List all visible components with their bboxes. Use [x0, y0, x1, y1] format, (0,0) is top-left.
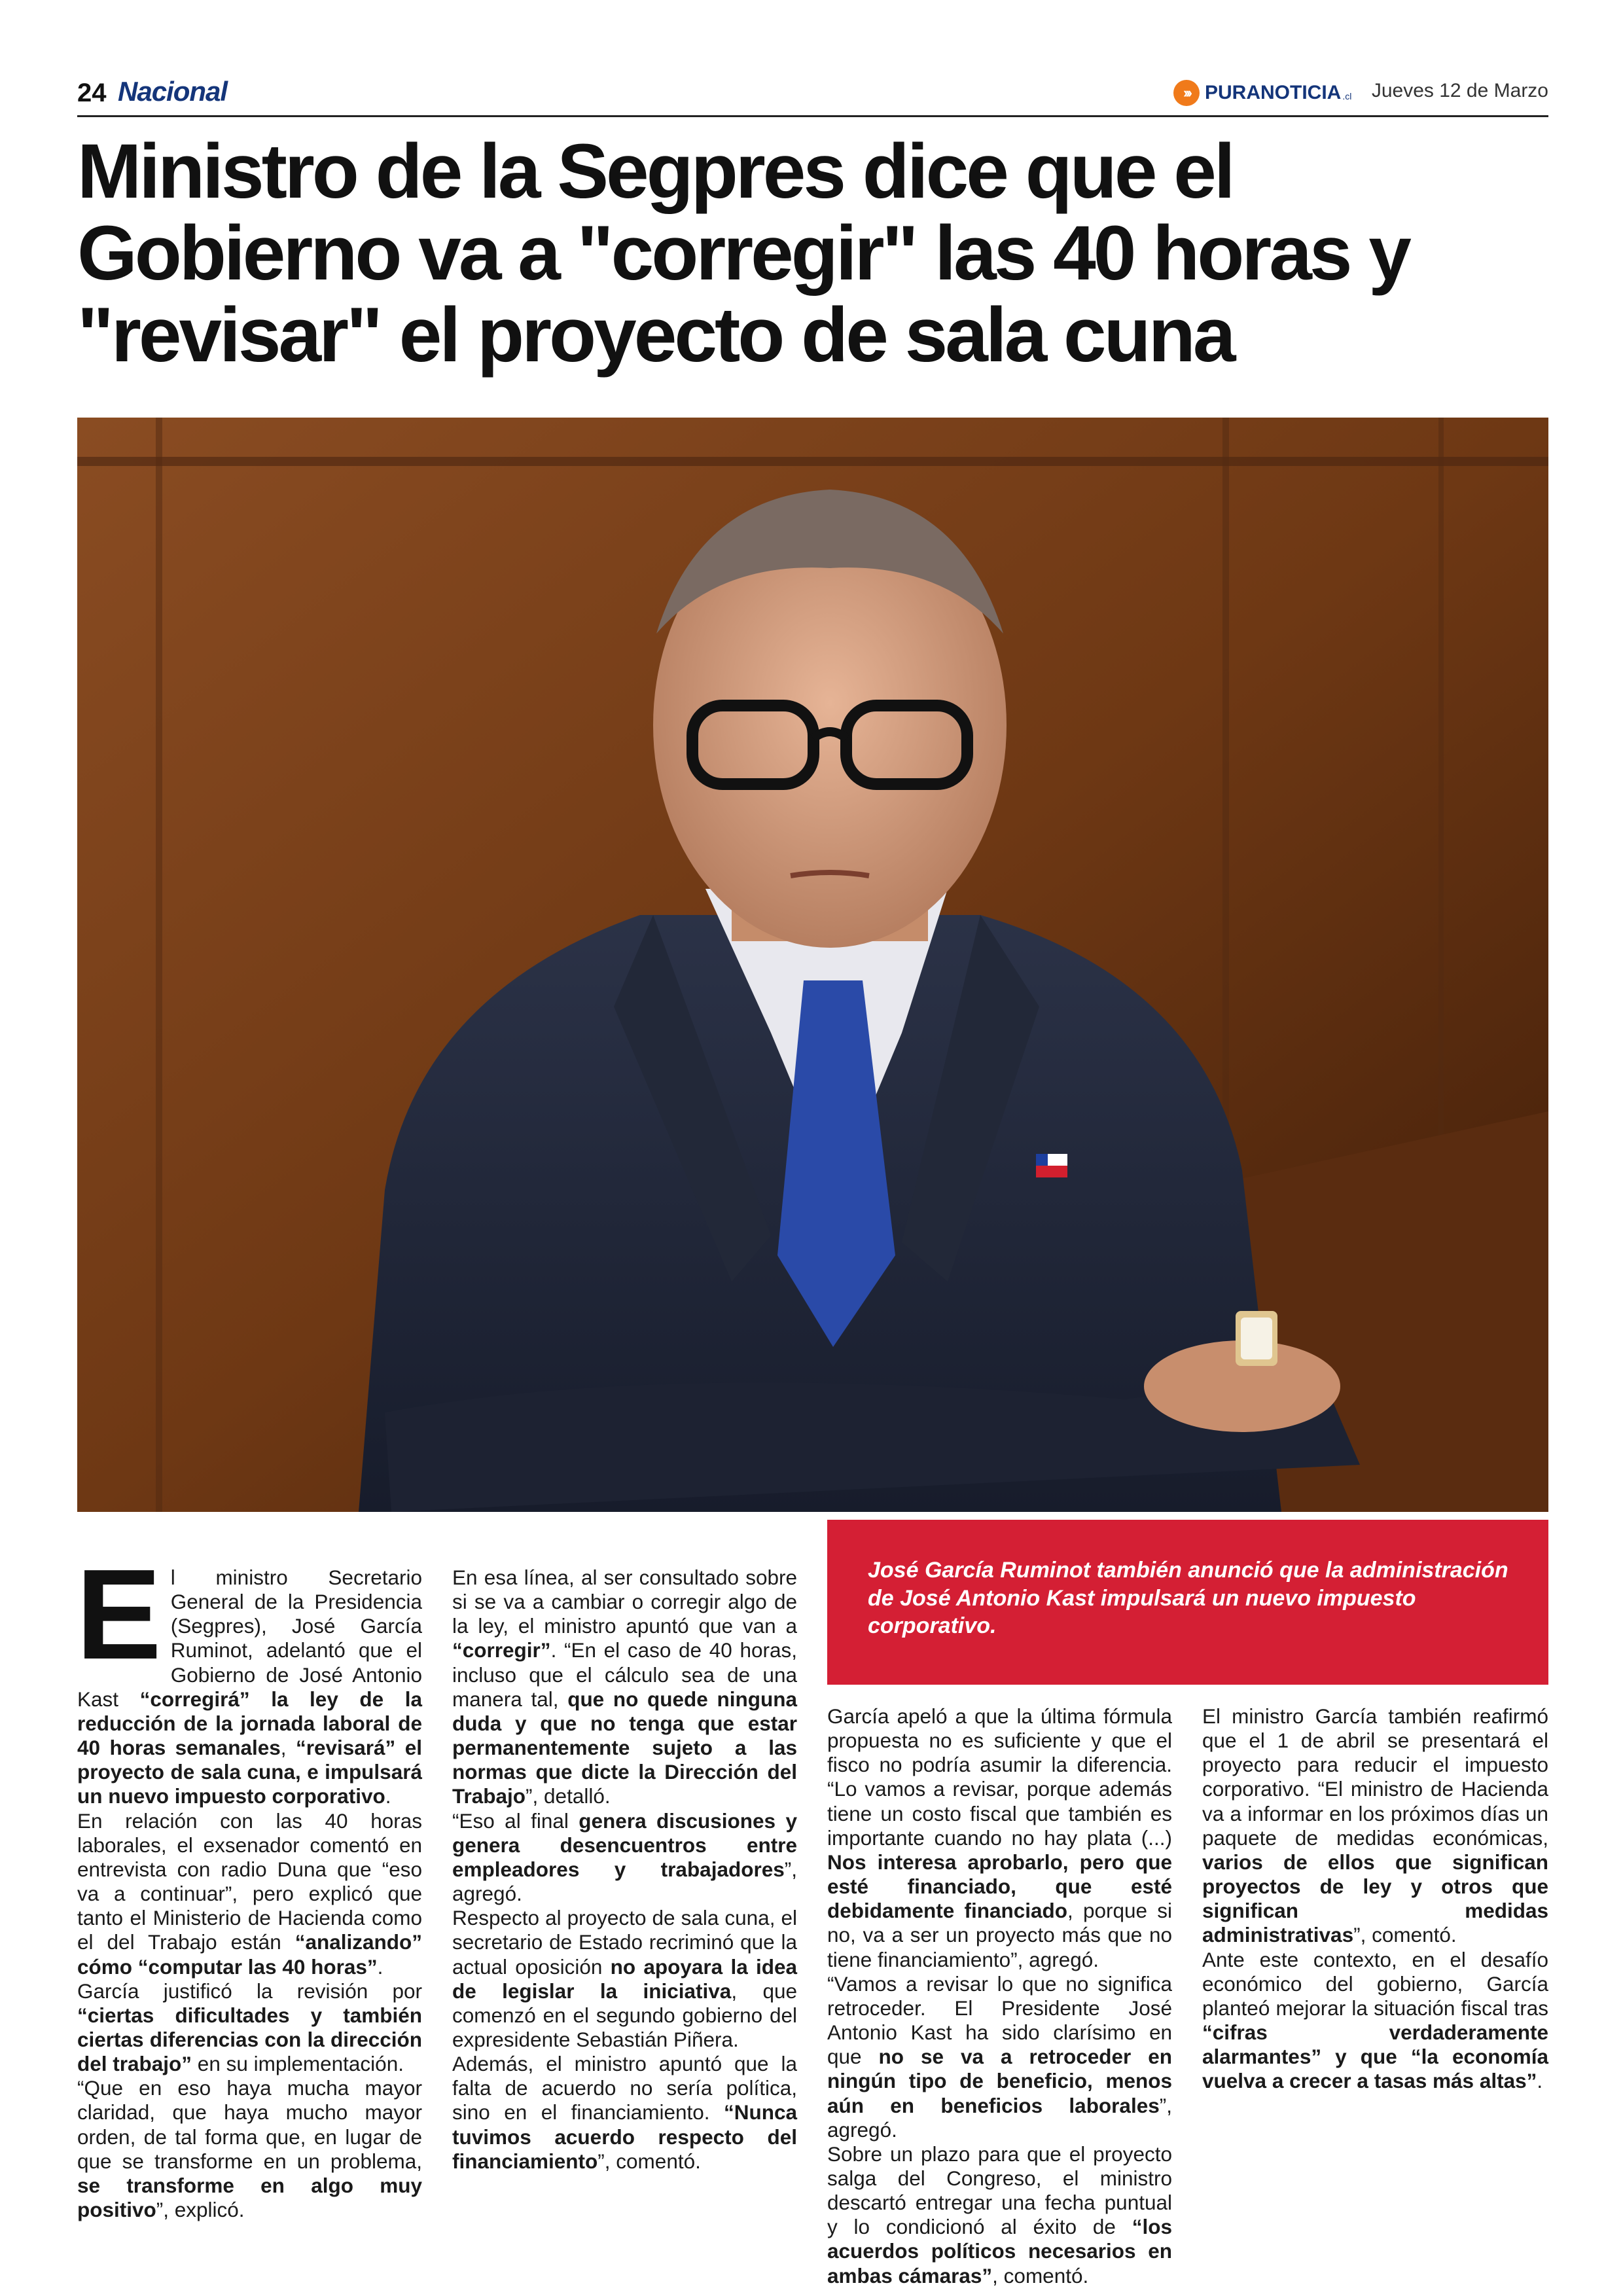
photo-caption: José García Ruminot también anunció que la administración de José Antonio Kast impulsará un nuevo impuesto corporativo. — [868, 1558, 1508, 1638]
logo-text: PURANOTICIA — [1205, 82, 1342, 103]
article-headline: Ministro de la Segpres dice que el Gobierno va a "corregir" las 40 horas y "revisar" el proyecto de sala cuna — [77, 128, 1409, 379]
logo-suffix: .cl — [1342, 91, 1352, 101]
photo-caption-box — [827, 1520, 1548, 1685]
paragraph: García apeló a que la última fórmula propuesta no es suficiente y que el fisco no podría asumir la diferencia. “Lo vamos a revisar, porque además tiene un costo fiscal que también es importante cuando no hay plata (...) Nos interesa aprobarlo, pero que esté financiado, que esté debidamente financiado, porque si no, va a ser un proyecto más que no tiene financiamiento”, agregó. — [827, 1704, 1172, 1971]
article-column-2 — [452, 1566, 797, 2174]
paragraph: “Que en eso haya mucha mayor claridad, que haya mucho mayor orden, de tal forma que, en lugar de que se transforme en un problema, se transforme en algo muy positivo”, explicó. — [77, 2076, 422, 2222]
paragraph: Sobre un plazo para que el proyecto salga del Congreso, el ministro descartó entregar una fecha puntual y lo condicionó al éxito de “los acuerdos políticos necesarios en ambas cámaras”, comentó. — [827, 2142, 1172, 2287]
paragraph: El ministro García también reafirmó que el 1 de abril se presentará el proyecto para reducir el impuesto corporativo. “El ministro de Hacienda va a informar en los próximos días un paquete de medidas económicas, varios de ellos que significan proyectos de ley y otros que significan medidas administrativas”, comentó. — [1202, 1704, 1548, 1947]
publication-logo — [1173, 79, 1351, 107]
logo-chevrons-icon: ››› — [1173, 80, 1200, 106]
paragraph: “Vamos a revisar lo que no significa retroceder. El Presidente José Antonio Kast ha sido clarísimo en que no se va a retroceder en ningún tipo de beneficio, menos aún en beneficios laborales”, agregó. — [827, 1971, 1173, 2142]
paragraph: El ministro Secretario General de la Presidencia (Segpres), José García Ruminot, adelantó que el Gobierno de José Antonio Kast “corregirá” la ley de la reducción de la jornada laboral de 40 horas semanales, “revisará” el proyecto de sala cuna, e impulsará un nuevo impuesto corporativo. — [76, 1543, 422, 1808]
page-number: 24 — [77, 79, 107, 107]
issue-date: Jueves 12 de Marzo — [1371, 80, 1548, 101]
article-column-4 — [1202, 1704, 1548, 2094]
paragraph: Ante este contexto, en el desafío económico del gobierno, García planteó mejorar la situación fiscal tras “cifras verdaderamente alarmantes” y que “la economía vuelva a crecer a tasas más altas”. — [1202, 1947, 1548, 2093]
section-name: Nacional — [118, 76, 228, 107]
paragraph: “Eso al final genera discusiones y genera desencuentros entre empleadores y trabajadores”, agregó. — [452, 1808, 797, 1906]
page-header — [77, 73, 1548, 117]
article-photo — [77, 418, 1548, 1512]
paragraph: Respecto al proyecto de sala cuna, el secretario de Estado recriminó que la actual oposición no apoyara la idea de legislar la iniciativa, que comenzó en el segundo gobierno del expresidente Sebastián Piñera. — [452, 1906, 798, 2051]
article-column-3 — [827, 1704, 1172, 2288]
paragraph: García justificó la revisión por “ciertas dificultades y también ciertas diferencias con la dirección del trabajo” en su implementación. — [77, 1979, 422, 2076]
paragraph: En esa línea, al ser consultado sobre si se va a cambiar o corregir algo de la ley, el ministro apuntó que van a “corregir”. “En el caso de 40 horas, incluso que el cálculo sea de una manera tal, que no quede ninguna duda y que no tenga que estar permanentemente sujeto a las normas que dicte la Dirección del Trabajo”, detalló. — [452, 1566, 797, 1808]
article-column-1 — [76, 1543, 422, 2222]
paragraph: En relación con las 40 horas laborales, el exsenador comentó en entrevista con radio Duna que “eso va a continuar”, pero explicó que tanto el Ministerio de Hacienda como el del Trabajo están “analizando” cómo “computar las 40 horas”. — [77, 1808, 422, 1979]
drop-cap: E — [76, 1543, 162, 1686]
paragraph: Además, el ministro apuntó que la falta de acuerdo no sería política, sino en el financiamiento. “Nunca tuvimos acuerdo respecto del financiamiento”, comentó. — [452, 2052, 797, 2173]
